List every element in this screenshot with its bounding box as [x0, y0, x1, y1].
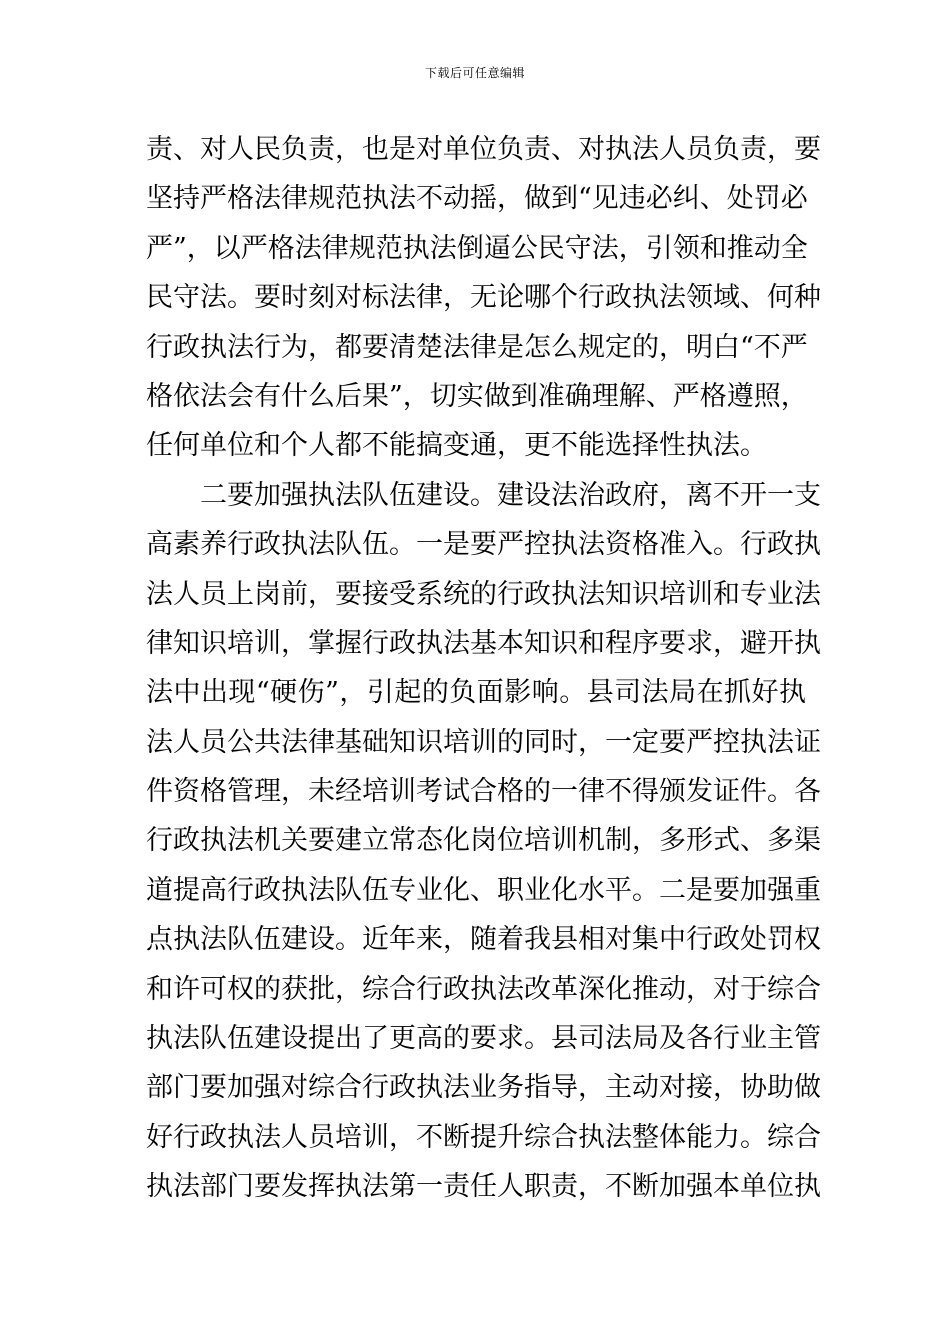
text-line: 行政执法行为，都要清楚法律是怎么规定的，明白“不严 [146, 331, 808, 363]
text-line: 道提高行政执法队伍专业化、职业化水平。二是要加强重 [146, 874, 821, 906]
text-line: 好行政执法人员培训，不断提升综合执法整体能力。综合 [146, 1121, 821, 1153]
text-line: 执法部门要发挥执法第一责任人职责，不断加强本单位执 [146, 1171, 821, 1203]
text-line: 高素养行政执法队伍。一是要严控执法资格准入。行政执 [146, 529, 821, 561]
text-line: 民守法。要时刻对标法律，无论哪个行政执法领域、何种 [146, 282, 821, 314]
text-line: 执法队伍建设提出了更高的要求。县司法局及各行业主管 [146, 1023, 821, 1055]
text-line: 件资格管理，未经培训考试合格的一律不得颁发证件。各 [146, 776, 821, 808]
text-line: 法人员公共法律基础知识培训的同时，一定要严控执法证 [146, 726, 821, 758]
text-line: 格依法会有什么后果”，切实做到准确理解、严格遵照， [146, 380, 808, 412]
text-line: 法中出现“硬伤”，引起的负面影响。县司法局在抓好执 [146, 677, 806, 709]
text-line: 任何单位和个人都不能搞变通，更不能选择性执法。 [146, 430, 767, 462]
text-line: 责、对人民负责，也是对单位负责、对执法人员负责，要 [146, 134, 821, 165]
text-line: 坚持严格法律规范执法不动摇，做到“见违必纠、处罚必 [146, 183, 808, 215]
page-header: 下载后可任意编辑 [424, 66, 525, 80]
text-line: 严”，以严格法律规范执法倒逼公民守法，引领和推动全 [146, 232, 808, 264]
document-body [146, 130, 821, 1217]
text-line: 行政执法机关要建立常态化岗位培训机制，多形式、多渠 [146, 825, 821, 857]
text-line: 律知识培训，掌握行政执法基本知识和程序要求，避开执 [146, 627, 821, 659]
text-line: 部门要加强对综合行政执法业务指导，主动对接，协助做 [146, 1072, 821, 1104]
text-line: 二要加强执法队伍建设。建设法治政府，离不开一支 [200, 479, 821, 511]
text-line: 法人员上岗前，要接受系统的行政执法知识培训和专业法 [146, 578, 821, 610]
text-line: 和许可权的获批，综合行政执法改革深化推动，对于综合 [146, 973, 821, 1005]
text-line: 点执法队伍建设。近年来，随着我县相对集中行政处罚权 [146, 924, 821, 956]
